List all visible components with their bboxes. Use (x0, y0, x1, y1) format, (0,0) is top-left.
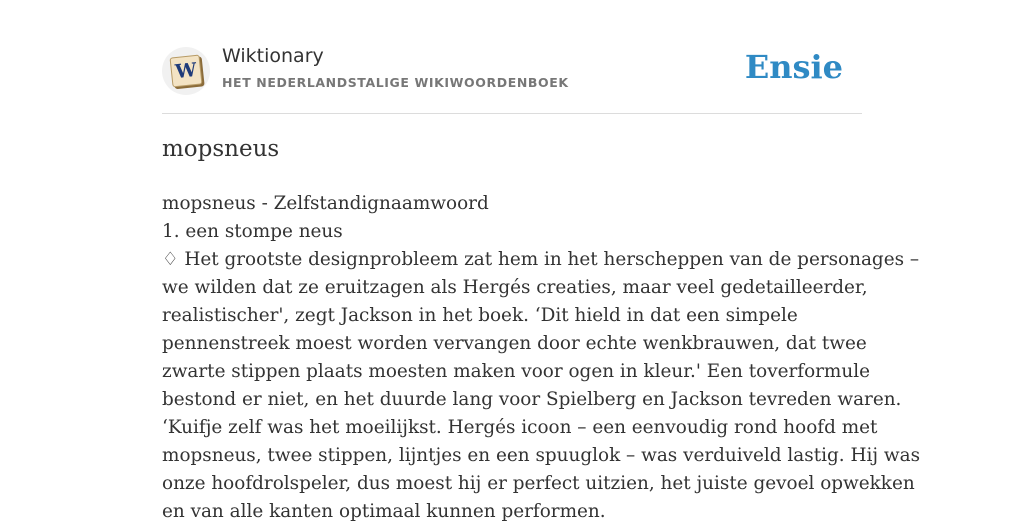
example-line: ♢ Het grootste designprobleem zat hem in het herscheppen van de personages – (162, 249, 920, 270)
site-tagline: HET NEDERLANDSTALIGE WIKIWOORDENBOEK (222, 75, 569, 90)
wiktionary-logo-icon[interactable] (162, 47, 210, 95)
example-line: realistischer', zegt Jackson in het boek. ‘Dit hield in dat een simpele (162, 305, 798, 326)
example-line: ‘Kuifje zelf was het moeilijkst. Hergés icoon – een eenvoudig rond hoofd met (162, 417, 878, 438)
logo-tile (170, 55, 203, 88)
example-line: en van alle kanten optimaal kunnen performen. (162, 501, 606, 522)
site-header (162, 0, 862, 114)
definition-line: 1. een stompe neus (162, 221, 343, 242)
page-container (162, 0, 921, 522)
page-title: mopsneus (162, 136, 280, 162)
example-line: onze hoofdrolspeler, dus moest hij er perfect uitzien, het juiste gevoel opwekken (162, 473, 915, 494)
site-name[interactable]: Wiktionary (222, 45, 324, 67)
ensie-brand-link[interactable]: Ensie (744, 48, 843, 86)
example-line: pennenstreek moest worden vervangen door echte wenkbrauwen, dat twee (162, 333, 867, 354)
example-line: zwarte stippen plaats moesten maken voor ogen in kleur.' Een toverformule (162, 361, 870, 382)
logo-letter: W (174, 58, 198, 84)
example-line: mopsneus, twee stippen, lijntjes en een spuuglok – was verduiveld lastig. Hij was (162, 445, 921, 466)
example-line: bestond er niet, en het duurde lang voor Spielberg en Jackson tevreden waren. (162, 389, 902, 410)
example-line: we wilden dat ze eruitzagen als Hergés creaties, maar veel gedetailleerder, (162, 277, 868, 298)
entry-content (162, 190, 921, 526)
word-type-line: mopsneus - Zelfstandignaamwoord (162, 193, 489, 214)
